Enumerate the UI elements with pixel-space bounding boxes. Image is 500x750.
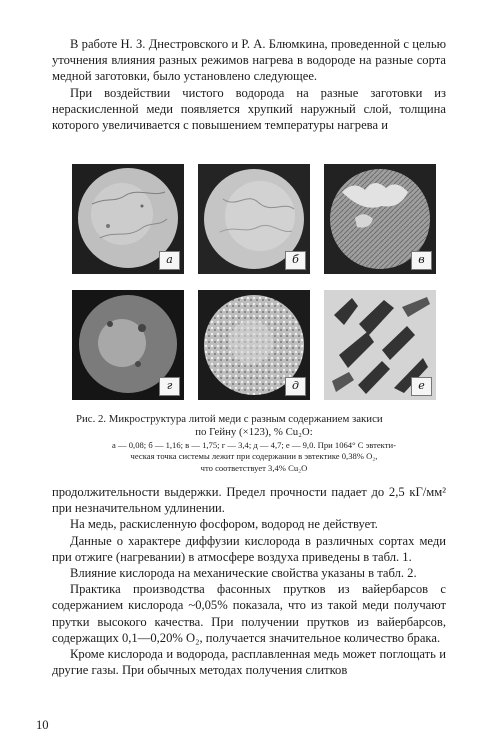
micrograph-e bbox=[198, 290, 310, 400]
caption-line: Рис. 2. Микроструктура литой меди с разным содержанием закиси bbox=[76, 413, 383, 425]
panel-label: е bbox=[411, 377, 432, 396]
panel-label: б bbox=[285, 251, 306, 270]
paragraph: Кроме кислорода и водорода, расплавленная медь может поглощать и другие газы. При обычных методах получения слитков bbox=[52, 647, 446, 678]
paragraph: Данные о характере диффузии кислорода в различных сортах меди при отжиге (нагревании) в атмосфере воздуха приведены в табл. 1. bbox=[52, 533, 446, 564]
micrograph-d bbox=[72, 290, 184, 400]
panel-label: в bbox=[411, 251, 432, 270]
paragraph: Влияние кислорода на механические свойства указаны в табл. 2. bbox=[70, 566, 417, 581]
bottom-text bbox=[52, 484, 446, 678]
paragraph: Практика производства фасонных прутков из вайербарсов с содержанием кислорода ~0,05% показала, что из такой меди получают прутки высокого качества. При получении прутков из вайербарсов, содержащих 0,1—0,20% O₂, получается значительное количество брака. bbox=[52, 582, 446, 645]
panel-label: а bbox=[159, 251, 180, 270]
micrograph-b bbox=[198, 164, 310, 274]
panel-label: д bbox=[285, 377, 306, 396]
micrograph-figure bbox=[72, 164, 436, 404]
top-text bbox=[52, 36, 446, 133]
paragraph: На медь, раскисленную фосфором, водород не действует. bbox=[70, 517, 378, 532]
paragraph: При воздействии чистого водорода на разные заготовки из нераскисленной меди появляется хрупкий наружный слой, толщина которого увеличивается с повышением температуры нагрева и bbox=[52, 85, 446, 133]
panel-label: г bbox=[159, 377, 180, 396]
caption-note: ческая точка системы лежит при содержании в эвтектике 0,38% O₂, bbox=[130, 451, 378, 462]
caption-note: а — 0,08; б — 1,16; в — 1,75; г — 3,4; д — 4,7; е — 9,0. При 1064° С эвтекти- bbox=[112, 440, 396, 450]
caption-line: по Гейну (×123), % Cu₂O: bbox=[195, 426, 313, 438]
micrograph-a bbox=[72, 164, 184, 274]
page-number: 10 bbox=[36, 718, 49, 732]
caption-note: что соответствует 3,4% Cu₂O bbox=[200, 462, 308, 473]
paragraph: В работе Н. З. Днестровского и Р. А. Блюмкина, проведенной с целью уточнения влияния разных режимов нагрева в водороде на разные сорта медной заготовки, было установлено следующее. bbox=[52, 37, 446, 84]
figure-caption bbox=[76, 413, 432, 473]
micrograph-c bbox=[324, 164, 436, 274]
paragraph: продолжительности выдержки. Предел прочности падает до 2,5 кГ/мм² при незначительном удлинении. bbox=[52, 485, 446, 516]
micrograph-f bbox=[324, 290, 436, 400]
